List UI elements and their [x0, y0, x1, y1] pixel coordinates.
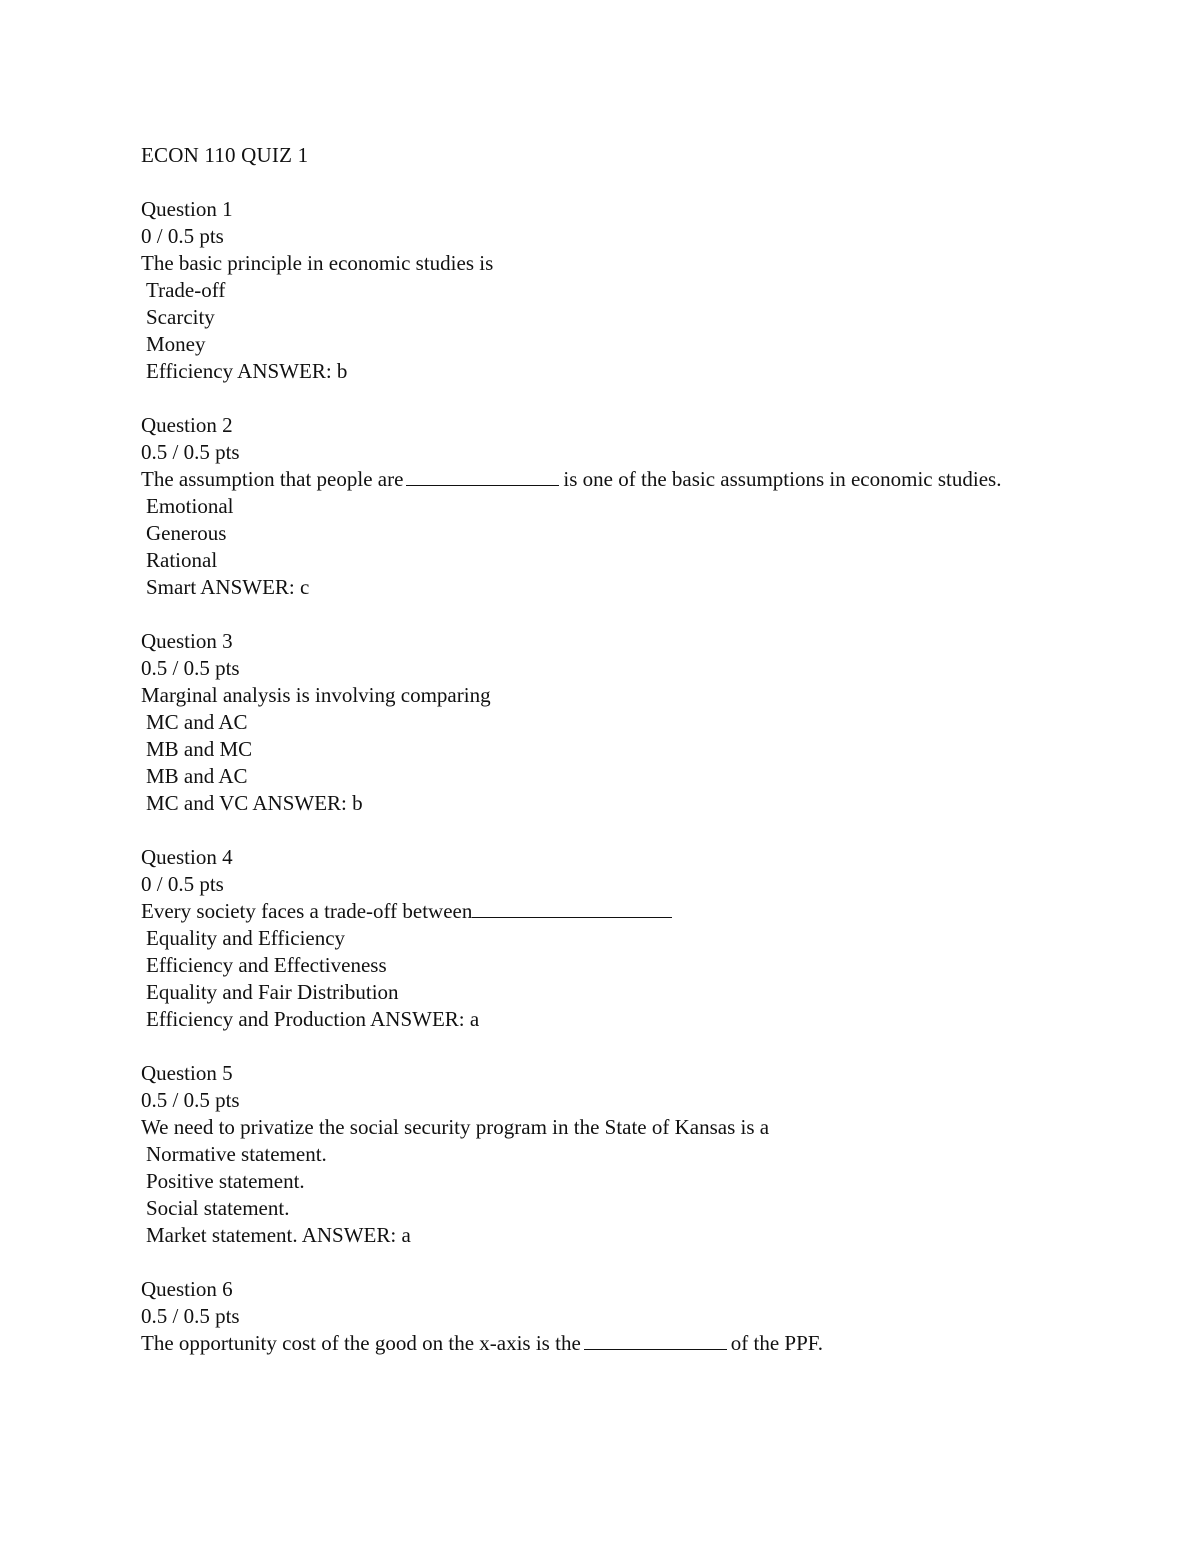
prompt-text-before: Every society faces a trade-off between: [141, 899, 473, 923]
prompt-text-before: The opportunity cost of the good on the x-axis is the: [141, 1331, 581, 1355]
question-heading: Question 6: [141, 1277, 233, 1301]
answer-option: Positive statement.: [146, 1169, 305, 1193]
prompt-text-after: of the PPF.: [730, 1331, 824, 1355]
answer-option: Trade-off: [146, 278, 226, 302]
answer-option: Efficiency ANSWER: b: [146, 359, 348, 383]
spacer: [141, 601, 1041, 628]
spacer: [141, 1033, 1041, 1060]
question-score: 0 / 0.5 pts: [141, 224, 224, 248]
answer-option: Equality and Fair Distribution: [146, 980, 399, 1004]
quiz-document: [141, 142, 1041, 1357]
answer-option: Normative statement.: [146, 1142, 327, 1166]
answer-option: Rational: [146, 548, 218, 572]
question-5: [141, 1060, 1041, 1249]
question-heading: Question 4: [141, 845, 233, 869]
question-4: [141, 844, 1041, 1033]
document-title: ECON 110 QUIZ 1: [141, 143, 309, 167]
question-score: 0.5 / 0.5 pts: [141, 656, 240, 680]
answer-option: MC and VC ANSWER: b: [146, 791, 363, 815]
answer-option: Money: [146, 332, 206, 356]
question-prompt: We need to privatize the social security program in the State of Kansas is a: [141, 1115, 770, 1139]
answer-option: MC and AC: [146, 710, 248, 734]
answer-option: Scarcity: [146, 305, 215, 329]
question-prompt: [141, 1330, 1041, 1357]
prompt-text-after: is one of the basic assumptions in economic studies.: [563, 467, 1002, 491]
question-heading: Question 1: [141, 197, 233, 221]
question-6: [141, 1276, 1041, 1357]
question-prompt: [141, 898, 1041, 925]
question-score: 0.5 / 0.5 pts: [141, 1304, 240, 1328]
question-1: [141, 196, 1041, 385]
question-heading: Question 2: [141, 413, 233, 437]
answer-option: Market statement. ANSWER: a: [146, 1223, 411, 1247]
spacer: [141, 1249, 1041, 1276]
answer-option: MB and MC: [146, 737, 253, 761]
fill-in-blank: [406, 467, 559, 486]
answer-option: Efficiency and Production ANSWER: a: [146, 1007, 480, 1031]
question-score: 0.5 / 0.5 pts: [141, 1088, 240, 1112]
question-prompt: [141, 466, 1021, 493]
answer-option: MB and AC: [146, 764, 248, 788]
spacer: [141, 817, 1041, 844]
answer-option: Smart ANSWER: c: [146, 575, 310, 599]
answer-option: Equality and Efficiency: [146, 926, 346, 950]
spacer: [141, 385, 1041, 412]
prompt-text-before: The assumption that people are: [141, 467, 404, 491]
question-prompt: The basic principle in economic studies is: [141, 251, 494, 275]
question-prompt: Marginal analysis is involving comparing: [141, 683, 491, 707]
answer-option: Emotional: [146, 494, 234, 518]
question-3: [141, 628, 1041, 817]
fill-in-blank: [472, 899, 672, 918]
answer-option: Social statement.: [146, 1196, 290, 1220]
answer-option: Efficiency and Effectiveness: [146, 953, 387, 977]
question-score: 0 / 0.5 pts: [141, 872, 224, 896]
spacer: [141, 169, 1041, 196]
question-heading: Question 5: [141, 1061, 233, 1085]
fill-in-blank: [584, 1331, 727, 1350]
question-heading: Question 3: [141, 629, 233, 653]
answer-option: Generous: [146, 521, 227, 545]
question-2: [141, 412, 1041, 601]
question-score: 0.5 / 0.5 pts: [141, 440, 240, 464]
